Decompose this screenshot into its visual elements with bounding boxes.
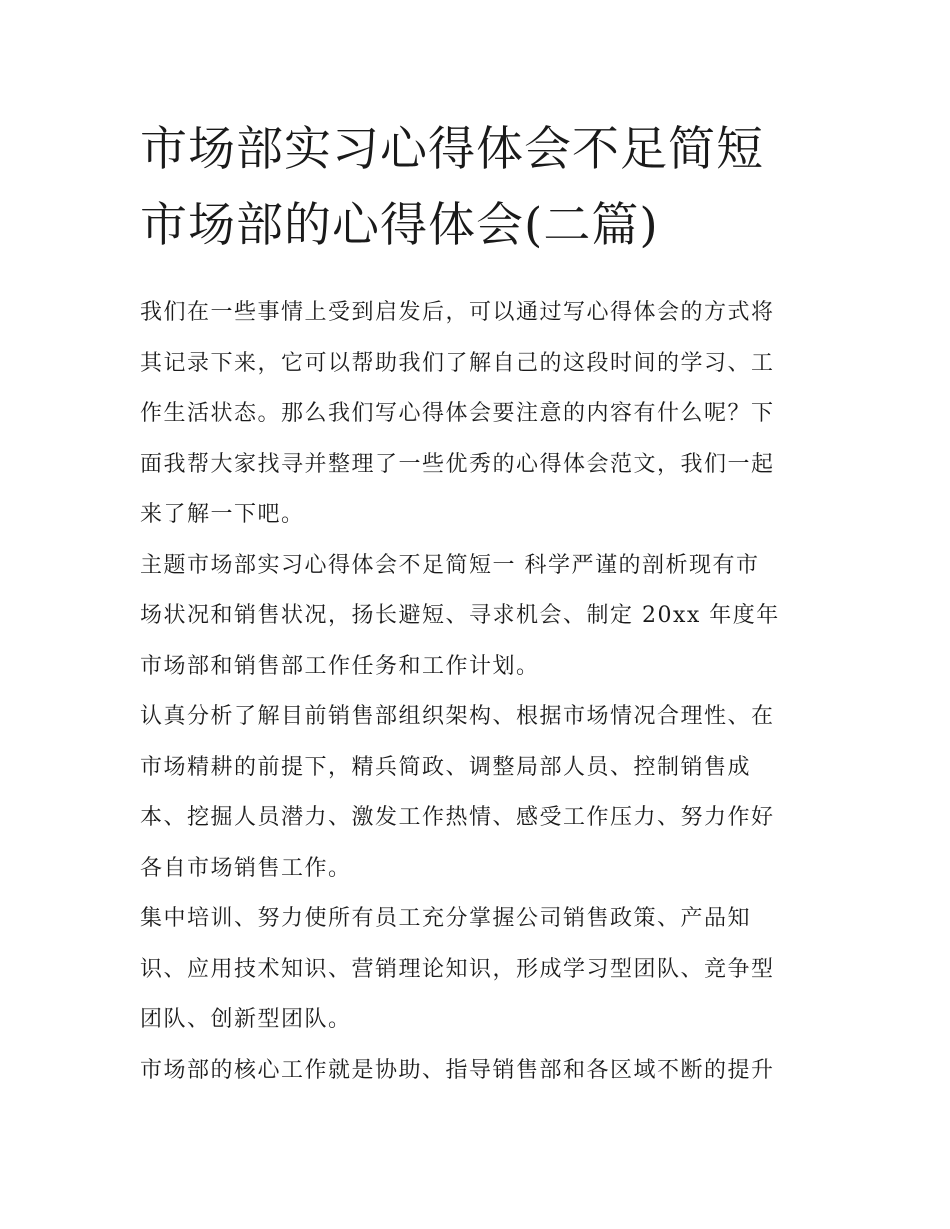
paragraph-line: 市场精耕的前提下，精兵简政、调整局部人员、控制销售成 xyxy=(140,754,752,780)
paragraph-intro xyxy=(140,288,815,541)
paragraph-line: 来了解一下吧。 xyxy=(140,502,305,527)
title-line: 市场部实习心得体会不足简短 xyxy=(140,122,764,177)
paragraph-training xyxy=(140,894,815,1046)
paragraph-line: 我们在一些事情上受到启发后，可以通过写心得体会的方式将 xyxy=(140,300,775,325)
paragraph-line: 集中培训、努力使所有员工充分掌握公司销售政策、产品知 xyxy=(140,906,752,931)
document-title xyxy=(140,112,815,264)
paragraph-core-work xyxy=(140,1046,815,1097)
paragraph-line: 场状况和销售状况，扬长避短、寻求机会、制定 20xx 年度年 xyxy=(140,603,780,628)
paragraph-topic xyxy=(140,541,815,693)
paragraph-line: 认真分析了解目前销售部组织架构、根据市场情况合理性、在 xyxy=(140,704,775,729)
paragraph-line: 面我帮大家找寻并整理了一些优秀的心得体会范文，我们一起 xyxy=(140,451,775,477)
document-page xyxy=(140,112,815,1096)
paragraph-line: 团队、创新型团队。 xyxy=(140,1007,352,1032)
paragraph-line: 市场部的核心工作就是协助、指导销售部和各区域不断的提升 xyxy=(140,1057,775,1083)
paragraph-line: 市场部和销售部工作任务和工作计划。 xyxy=(140,653,540,679)
paragraph-line: 其记录下来，它可以帮助我们了解自己的这段时间的学习、工 xyxy=(140,350,775,376)
paragraph-line: 作生活状态。那么我们写心得体会要注意的内容有什么呢？下 xyxy=(140,401,775,426)
paragraph-analysis xyxy=(140,692,815,894)
title-line: 市场部的心得体会(二篇) xyxy=(140,198,659,253)
paragraph-line: 各自市场销售工作。 xyxy=(140,855,352,881)
paragraph-line: 本、挖掘人员潜力、激发工作热情、感受工作压力、努力作好 xyxy=(140,805,775,830)
paragraph-line: 识、应用技术知识、营销理论知识，形成学习型团队、竞争型 xyxy=(140,956,775,982)
paragraph-line: 主题市场部实习心得体会不足简短一 科学严谨的剖析现有市 xyxy=(140,552,760,578)
